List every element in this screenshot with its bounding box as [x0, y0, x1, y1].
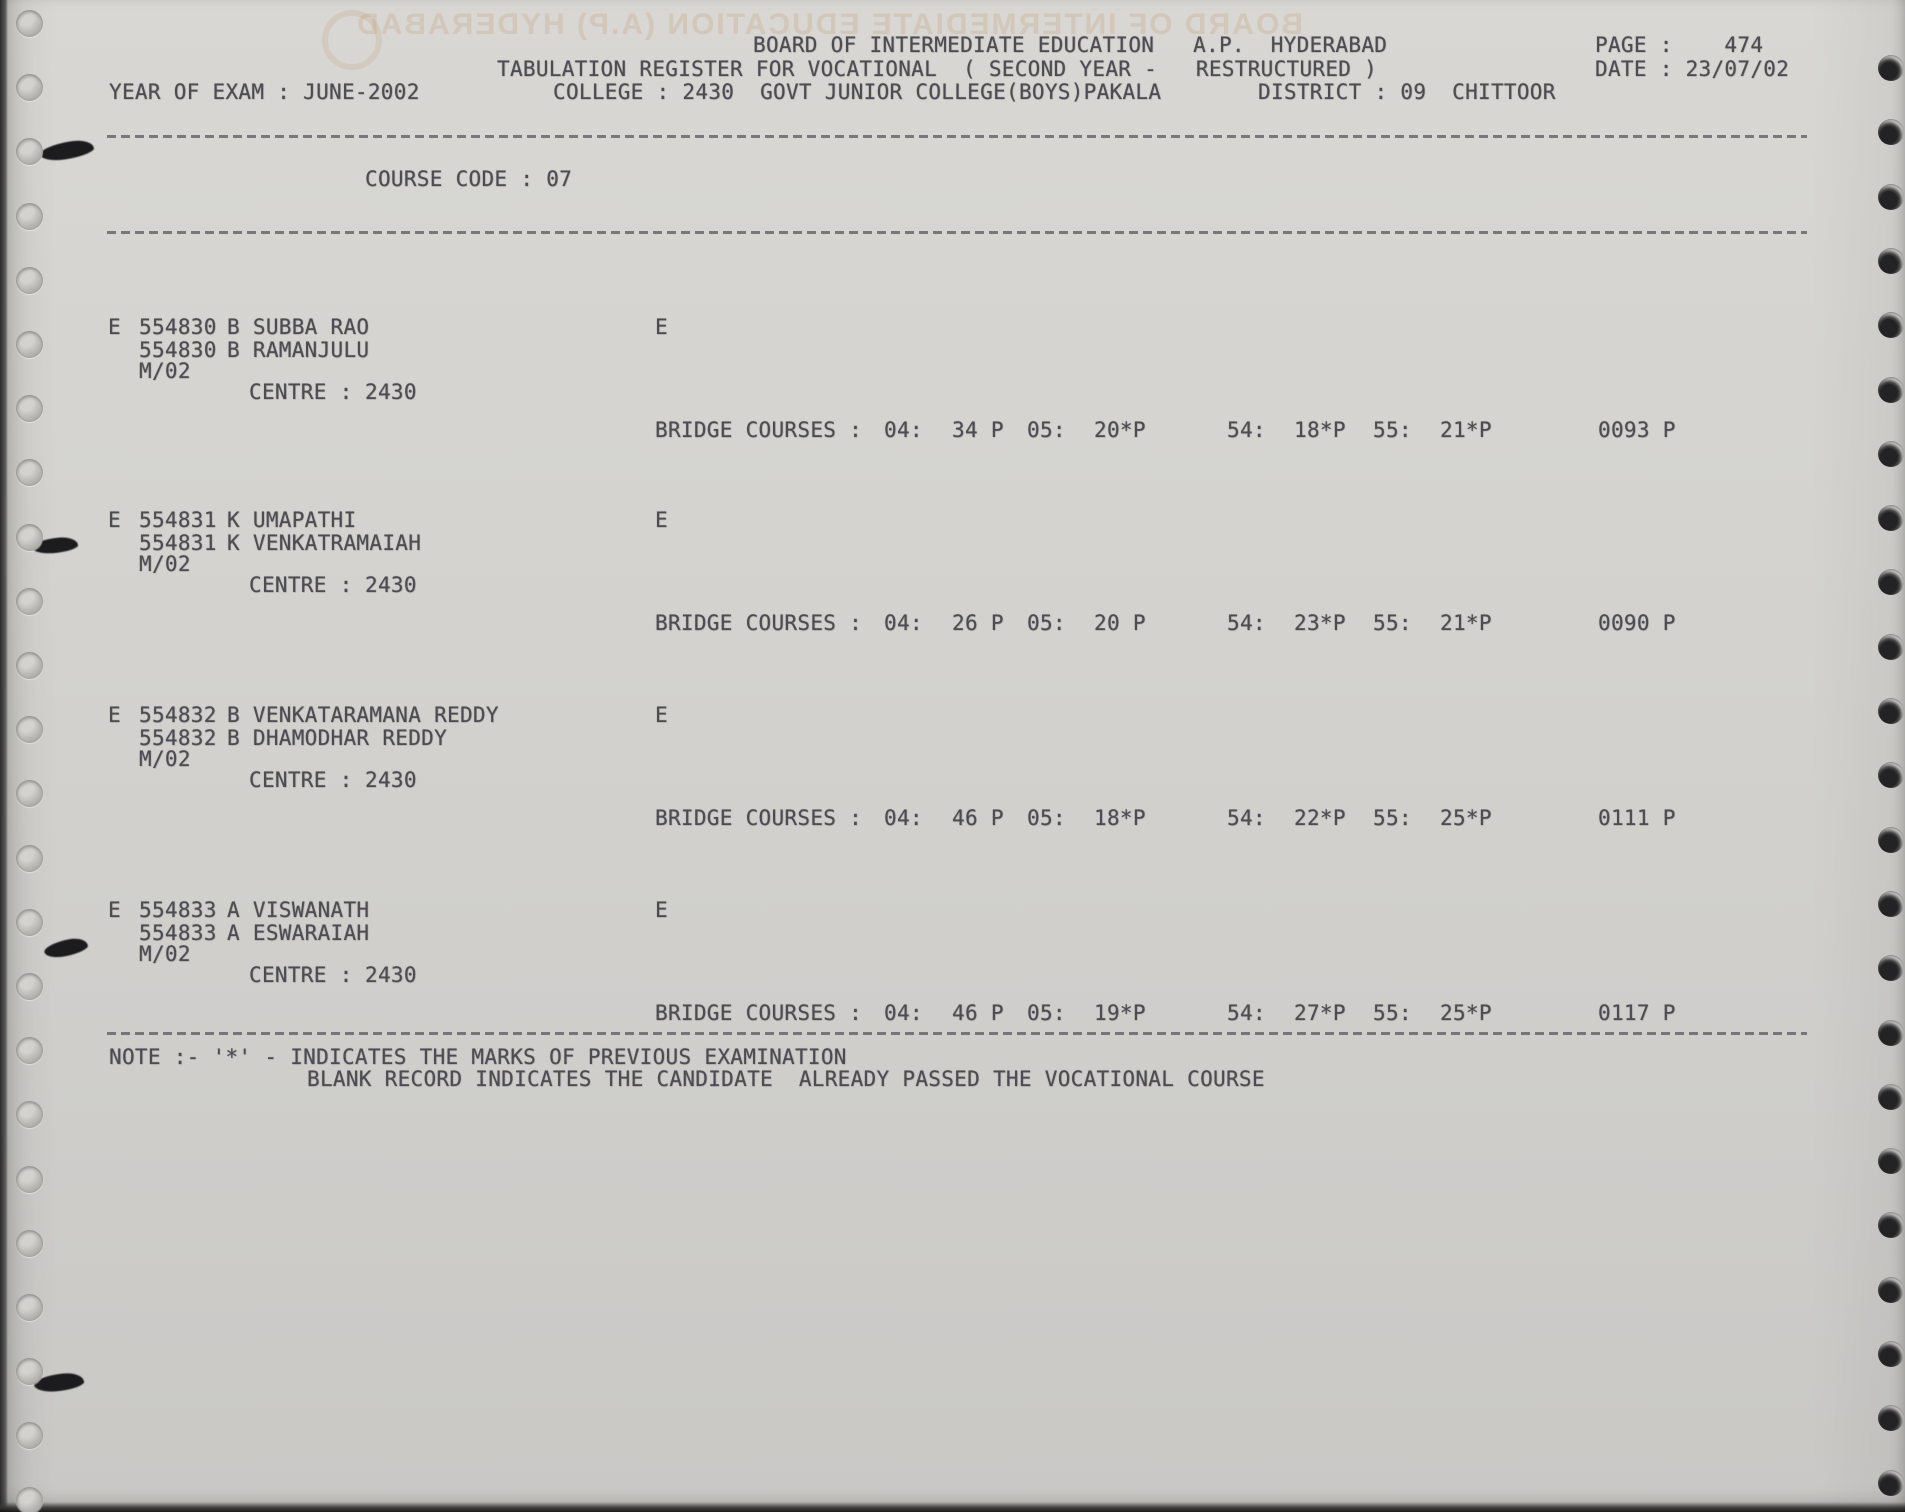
district-line: DISTRICT : 09 CHITTOOR — [1258, 80, 1556, 104]
subject-code: 55: — [1373, 1001, 1412, 1025]
punch-hole-right — [1878, 1148, 1904, 1174]
centre-value: 2430 — [365, 768, 417, 792]
punch-hole-right — [1878, 312, 1904, 338]
record-flag: E — [108, 315, 121, 339]
total-marks-result: 0090 P — [1598, 611, 1676, 635]
registration-flag: E — [655, 703, 668, 727]
medium-code: M/02 — [139, 359, 191, 383]
candidate-name: B SUBBA RAO — [227, 315, 370, 339]
centre-label: CENTRE : — [249, 380, 353, 404]
punch-hole-left — [16, 1358, 43, 1385]
subject-code: 05: — [1027, 1001, 1066, 1025]
punch-hole-left — [16, 716, 43, 743]
subject-code: 04: — [884, 418, 923, 442]
subject-mark: 46 P — [952, 1001, 1004, 1025]
subject-code: 55: — [1373, 806, 1412, 830]
subject-mark: 21*P — [1440, 611, 1492, 635]
hall-ticket-number-repeat: 554833 — [139, 921, 217, 945]
subject-mark: 22*P — [1294, 806, 1346, 830]
punch-hole-left — [16, 973, 43, 1000]
subject-code: 54: — [1227, 1001, 1266, 1025]
punch-hole-right — [1878, 1405, 1904, 1431]
punch-hole-left — [16, 459, 43, 486]
father-name: A ESWARAIAH — [227, 921, 370, 945]
punch-hole-right — [1878, 634, 1904, 660]
punch-hole-right — [1878, 55, 1904, 81]
punch-hole-right — [1878, 248, 1904, 274]
punch-hole-right — [1878, 441, 1904, 467]
subject-mark: 21*P — [1440, 418, 1492, 442]
punch-hole-left — [16, 331, 43, 358]
course-code: COURSE CODE : 07 — [365, 167, 573, 191]
subject-mark: 20 P — [1094, 611, 1146, 635]
paper-bottom-edge — [0, 1502, 1905, 1512]
bridge-courses-label: BRIDGE COURSES : — [655, 1001, 863, 1025]
punch-hole-right — [1878, 505, 1904, 531]
punch-hole-left — [16, 203, 43, 230]
note-line-1: NOTE :- '*' - INDICATES THE MARKS OF PREVIOUS EXAMINATION — [109, 1045, 847, 1069]
record-flag: E — [108, 703, 121, 727]
board-title: BOARD OF INTERMEDIATE EDUCATION A.P. HYDERABAD — [753, 33, 1388, 57]
subject-code: 54: — [1227, 806, 1266, 830]
student-record — [0, 704, 1905, 839]
punch-hole-left — [16, 74, 43, 101]
punch-hole-right — [1878, 1020, 1904, 1046]
hall-ticket-number: 554833 — [139, 898, 217, 922]
record-flag: E — [108, 898, 121, 922]
centre-label: CENTRE : — [249, 768, 353, 792]
candidate-name: K UMAPATHI — [227, 508, 357, 532]
separator-line — [107, 135, 1807, 138]
punch-hole-left — [16, 10, 43, 37]
bridge-courses-label: BRIDGE COURSES : — [655, 611, 863, 635]
subject-code: 55: — [1373, 418, 1412, 442]
hall-ticket-number-repeat: 554830 — [139, 338, 217, 362]
punch-hole-right — [1878, 377, 1904, 403]
hall-ticket-number: 554832 — [139, 703, 217, 727]
subject-mark: 25*P — [1440, 806, 1492, 830]
punch-hole-right — [1878, 1470, 1904, 1496]
punch-hole-left — [16, 909, 43, 936]
punch-hole-left — [16, 1422, 43, 1449]
medium-code: M/02 — [139, 747, 191, 771]
punch-hole-right — [1878, 1084, 1904, 1110]
centre-value: 2430 — [365, 963, 417, 987]
subject-mark: 20*P — [1094, 418, 1146, 442]
punch-hole-right — [1878, 1212, 1904, 1238]
medium-code: M/02 — [139, 942, 191, 966]
subject-mark: 25*P — [1440, 1001, 1492, 1025]
print-date: DATE : 23/07/02 — [1595, 57, 1790, 81]
subject-code: 54: — [1227, 418, 1266, 442]
centre-value: 2430 — [365, 380, 417, 404]
punch-hole-left — [16, 1166, 43, 1193]
subject-code: 05: — [1027, 418, 1066, 442]
father-name: B RAMANJULU — [227, 338, 370, 362]
student-record — [0, 899, 1905, 1034]
centre-label: CENTRE : — [249, 573, 353, 597]
punch-hole-left — [16, 524, 43, 551]
punch-hole-left — [16, 138, 43, 165]
centre-label: CENTRE : — [249, 963, 353, 987]
subject-code: 04: — [884, 806, 923, 830]
punch-hole-left — [16, 1487, 43, 1512]
registration-flag: E — [655, 898, 668, 922]
medium-code: M/02 — [139, 552, 191, 576]
subject-mark: 34 P — [952, 418, 1004, 442]
total-marks-result: 0111 P — [1598, 806, 1676, 830]
punch-hole-right — [1878, 827, 1904, 853]
subject-mark: 18*P — [1294, 418, 1346, 442]
punch-hole-left — [16, 588, 43, 615]
record-flag: E — [108, 508, 121, 532]
hall-ticket-number-repeat: 554831 — [139, 531, 217, 555]
paper-left-edge — [0, 0, 8, 1512]
punch-hole-right — [1878, 1341, 1904, 1367]
punch-hole-right — [1878, 698, 1904, 724]
punch-hole-right — [1878, 891, 1904, 917]
candidate-name: A VISWANATH — [227, 898, 370, 922]
subject-code: 04: — [884, 611, 923, 635]
punch-hole-right — [1878, 119, 1904, 145]
subject-mark: 26 P — [952, 611, 1004, 635]
registration-flag: E — [655, 315, 668, 339]
subject-code: 05: — [1027, 611, 1066, 635]
punch-hole-left — [16, 1037, 43, 1064]
hall-ticket-number: 554831 — [139, 508, 217, 532]
punch-hole-left — [16, 1101, 43, 1128]
bridge-courses-label: BRIDGE COURSES : — [655, 418, 863, 442]
punch-hole-right — [1878, 955, 1904, 981]
hall-ticket-number: 554830 — [139, 315, 217, 339]
father-name: B DHAMODHAR REDDY — [227, 726, 448, 750]
subject-mark: 18*P — [1094, 806, 1146, 830]
separator-line — [107, 1032, 1807, 1035]
punch-hole-right — [1878, 184, 1904, 210]
punch-hole-right — [1878, 1277, 1904, 1303]
registration-flag: E — [655, 508, 668, 532]
subject-mark: 46 P — [952, 806, 1004, 830]
punch-hole-left — [16, 1294, 43, 1321]
candidate-name: B VENKATARAMANA REDDY — [227, 703, 499, 727]
ink-smudge — [39, 138, 95, 163]
subject-code: 04: — [884, 1001, 923, 1025]
centre-value: 2430 — [365, 573, 417, 597]
student-record — [0, 509, 1905, 644]
subject-code: 54: — [1227, 611, 1266, 635]
subject-mark: 23*P — [1294, 611, 1346, 635]
punch-hole-left — [16, 267, 43, 294]
total-marks-result: 0093 P — [1598, 418, 1676, 442]
punch-hole-left — [16, 1230, 43, 1257]
year-of-exam: YEAR OF EXAM : JUNE-2002 — [109, 80, 420, 104]
hall-ticket-number-repeat: 554832 — [139, 726, 217, 750]
subject-mark: 27*P — [1294, 1001, 1346, 1025]
separator-line — [107, 231, 1807, 234]
college-line: COLLEGE : 2430 GOVT JUNIOR COLLEGE(BOYS)PAKALA — [553, 80, 1162, 104]
page-number: PAGE : 474 — [1595, 33, 1764, 57]
bridge-courses-label: BRIDGE COURSES : — [655, 806, 863, 830]
note-line-2: BLANK RECORD INDICATES THE CANDIDATE ALREADY PASSED THE VOCATIONAL COURSE — [307, 1067, 1265, 1091]
register-title: TABULATION REGISTER FOR VOCATIONAL ( SECOND YEAR - RESTRUCTURED ) — [497, 57, 1378, 81]
subject-mark: 19*P — [1094, 1001, 1146, 1025]
father-name: K VENKATRAMAIAH — [227, 531, 422, 555]
subject-code: 05: — [1027, 806, 1066, 830]
student-record — [0, 316, 1905, 451]
punch-hole-left — [16, 395, 43, 422]
bleed-through-text: BOARD OF INTERMEDIATE EDUCATION (A.P) HYDERABAD — [355, 8, 1303, 41]
punch-hole-left — [16, 845, 43, 872]
subject-code: 55: — [1373, 611, 1412, 635]
total-marks-result: 0117 P — [1598, 1001, 1676, 1025]
punch-hole-left — [16, 652, 43, 679]
